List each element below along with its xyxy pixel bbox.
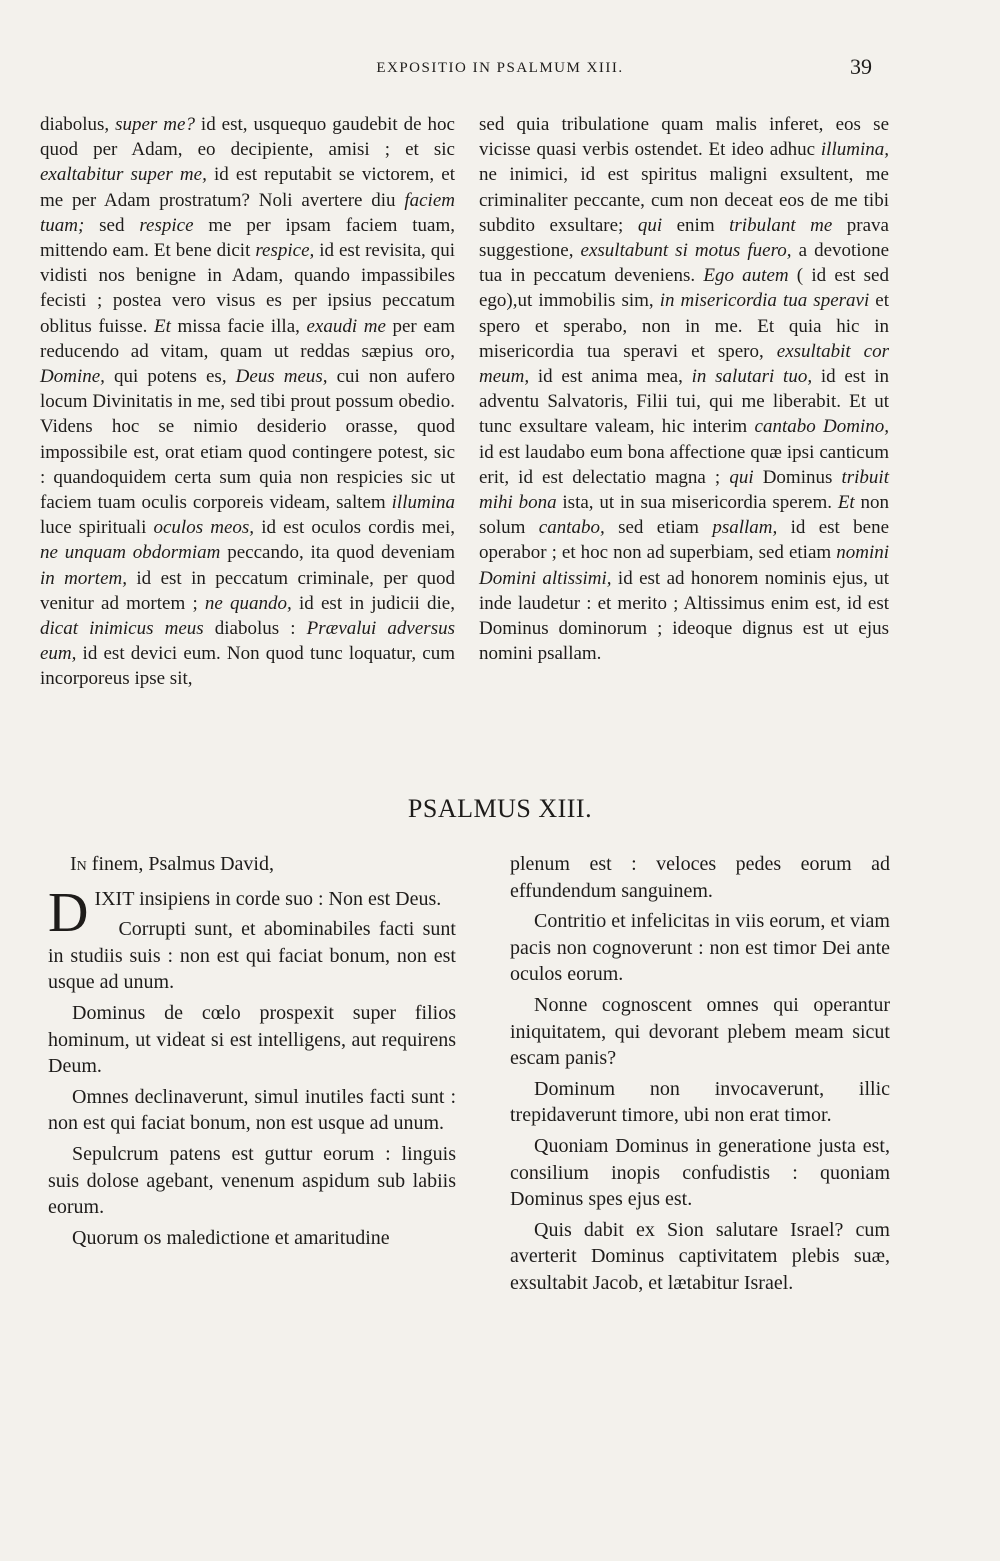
italic-run: exaudi me	[306, 315, 386, 337]
text-run: id est oculos cordis mei,	[254, 517, 455, 539]
italic-run: qui	[729, 466, 754, 488]
psalm-heading: PSALMUS XIII.	[407, 794, 593, 823]
text-run: id est ad honorem nominis ejus, ut inde laudetur : et merito ; Altissimus enim est, id est Dominus dominorum ; ideoque dignus est ut ejus nomini psallam.	[479, 567, 889, 665]
text-run: Dominus	[753, 466, 842, 488]
text-run: ista, ut in sua misericordia sperem.	[556, 492, 838, 514]
text-run: luce spirituali	[40, 517, 154, 539]
drop-capital: D	[48, 881, 89, 944]
text-run: id est devici eum. Non quod tunc loquatur, cum incorporeus ipse sit,	[40, 643, 455, 690]
italic-run: illumina,	[820, 139, 889, 161]
text-run: id est anima mea,	[529, 366, 692, 388]
italic-run: oculos meos,	[153, 517, 255, 539]
first-verse-rest: insipiens in corde suo : Non est Deus.	[134, 887, 442, 910]
italic-run: respice,	[255, 240, 315, 262]
italic-run: in mortem,	[40, 567, 127, 589]
italic-run: exsultabunt si motus fuero,	[580, 240, 792, 262]
psalm-verse: Quoniam Dominus in generatione justa est, consilium inopis confudistis : quoniam Dominus spes ejus est.	[510, 1134, 890, 1211]
text-run: missa facie illa,	[170, 315, 307, 337]
italic-run: ne unquam obdormiam	[40, 542, 221, 564]
text-run: diabolus :	[203, 618, 307, 640]
psalm-verse: Quorum os maledictione et amaritudine	[72, 1226, 390, 1249]
italic-run: illumina	[391, 492, 455, 514]
text-run: sed	[84, 214, 140, 236]
psalm-verse: Dominus de cœlo prospexit super filios hominum, ut videat si est intelligens, aut requirens Deum.	[48, 1001, 456, 1078]
text-run: per eam reducendo ad vitam, quam ut reddas sæpius oro,	[40, 315, 455, 362]
text-run: id est laudabo eum bona affectione quæ ipsi canticum erit, id est delectatio magna ;	[479, 441, 889, 488]
commentary-left-text	[40, 112, 455, 692]
italic-run: exaltabitur super me,	[40, 164, 207, 186]
psalm-verse: Nonne cognoscent omnes qui operantur iniquitatem, qui devorant plebem meam sicut escam panis?	[510, 993, 890, 1070]
italic-run: Et	[154, 315, 171, 337]
italic-run: faciem tuam;	[40, 189, 455, 236]
italic-run: qui	[637, 214, 663, 236]
commentary-left-column	[40, 112, 455, 692]
italic-run: dicat inimicus meus	[40, 618, 204, 640]
italic-run: cantabo,	[538, 517, 605, 539]
psalm-verse-continuation: plenum est : veloces pedes eorum ad effundendum sanguinem.	[510, 853, 890, 902]
italic-run: in salutari tuo,	[691, 366, 813, 388]
text-run: id est in adventu Salvatoris, Filii tui, qui me liberabit. Et ut tunc exsultare valeam, hic interim	[479, 366, 890, 438]
psalm-verse: Omnes declinaverunt, simul inutiles facti sunt : non est qui faciat bonum, non est usque ad unum.	[48, 1085, 456, 1135]
text-run: id est revisita, qui vidisti nos benigne in Adam, quando impassibiles fecisti ; postea vero visus es per ipsius peccatum oblitus fuisse.	[40, 240, 455, 337]
italic-run: exsultabit cor meum,	[479, 340, 889, 388]
text-run: id est reputabit se victorem, et me per Adam prostratum? Noli avertere diu	[40, 164, 455, 211]
psalm-verse: Contritio et infelicitas in viis eorum, et viam pacis non cognoverunt : non est timor Dei ante oculos eorum.	[510, 910, 890, 986]
text-run: qui potens es,	[104, 366, 236, 388]
text-run: id est in judicii die,	[291, 592, 455, 614]
text-run: et spero et sperabo, non in me. Et quia hic in misericordia tua speravi et spero,	[479, 290, 889, 362]
italic-run: super me?	[115, 114, 195, 135]
text-run: peccando, ita quod deveniam	[220, 542, 455, 564]
text-run: id est in peccatum criminale, per quod venitur ad mortem ;	[40, 567, 455, 614]
italic-run: Domine,	[40, 366, 105, 388]
text-run: a devotione tua in peccatum deveniens.	[479, 240, 890, 287]
psalm-right-column	[510, 851, 890, 1301]
text-run: id est bene operabor ; et hoc non ad superbiam, sed etiam	[479, 517, 890, 564]
italic-run: in misericordia tua speravi	[659, 290, 870, 312]
text-run: sed quia tribulatione quam malis inferet, eos se vicisse quasi verbis ostendet. Et ideo adhuc	[479, 114, 889, 161]
psalm-left-column	[48, 851, 456, 1255]
text-run: diabolus,	[40, 114, 116, 135]
text-run: ( id est sed ego),ut immobilis sim,	[479, 265, 889, 312]
psalm-verse: Quis dabit ex Sion salutare Israel? cum averterit Dominus captivitatem plebis suæ, exsultabit Jacob, et lætabitur Israel.	[510, 1218, 890, 1294]
psalm-first-verse	[48, 881, 456, 944]
rubric-rest: finem, Psalmus David,	[86, 853, 274, 875]
italic-run: Deus meus,	[235, 366, 328, 388]
psalm-verse: Corrupti sunt, et abominabiles facti sunt in studiis suis : non est qui faciat bonum, non est usque ad unum.	[48, 918, 456, 994]
text-run: cui non aufero locum Divinitatis in me, sed tibi prout possum obedio. Videns hoc se nimio desiderio orasse, quod impossibile est, orat etiam quod contingere potest, sic : quandoquidem certa sum quia non respicies sic ut faciem tuam oculis corporeis videam, saltem	[40, 366, 455, 514]
text-run: id est, usquequo gaudebit de hoc quod per Adam, eo decipiente, amisi ; et sic	[40, 114, 455, 161]
italic-run: respice	[139, 214, 194, 236]
text-run: prava suggestione,	[479, 214, 889, 262]
italic-run: ne quando,	[204, 592, 292, 614]
text-run: ne inimici, id est spiritus maligni exsultent, me criminaliter peccante, cum non deceat eos de me tibi subdito exsultare;	[479, 164, 889, 236]
italic-run: psallam,	[712, 517, 778, 539]
text-run: enim	[662, 214, 730, 236]
italic-run: tribulant me	[729, 214, 833, 236]
text-run: me per ipsam faciem tuam, mittendo eam. Et bene dicit	[40, 214, 455, 262]
psalm-rubric	[48, 851, 456, 878]
italic-run: Ego autem	[703, 265, 789, 287]
text-run: sed etiam	[604, 517, 713, 539]
italic-run: cantabo Domino,	[754, 416, 890, 438]
running-head	[0, 54, 1000, 84]
running-title: EXPOSITIO IN PSALMUM XIII.	[376, 60, 624, 76]
rubric-initial: In	[70, 853, 87, 875]
commentary-right-text	[479, 112, 889, 666]
italic-run: nomini Domini altissimi,	[479, 542, 889, 589]
italic-run: Prævalui adversus eum,	[40, 618, 455, 665]
text-run: non solum	[479, 492, 890, 539]
italic-run: Et	[837, 492, 855, 514]
italic-run: tribuit mihi bona	[479, 466, 889, 514]
commentary-right-column	[479, 112, 889, 666]
page-number: 39	[850, 54, 872, 79]
first-verse-caps: IXIT	[94, 887, 135, 910]
psalm-verse: Dominum non invocaverunt, illic trepidaverunt timore, ubi non erat timor.	[510, 1077, 890, 1127]
psalm-verse: Sepulcrum patens est guttur eorum : linguis suis dolose agebant, venenum aspidum sub labiis eorum.	[48, 1142, 456, 1219]
